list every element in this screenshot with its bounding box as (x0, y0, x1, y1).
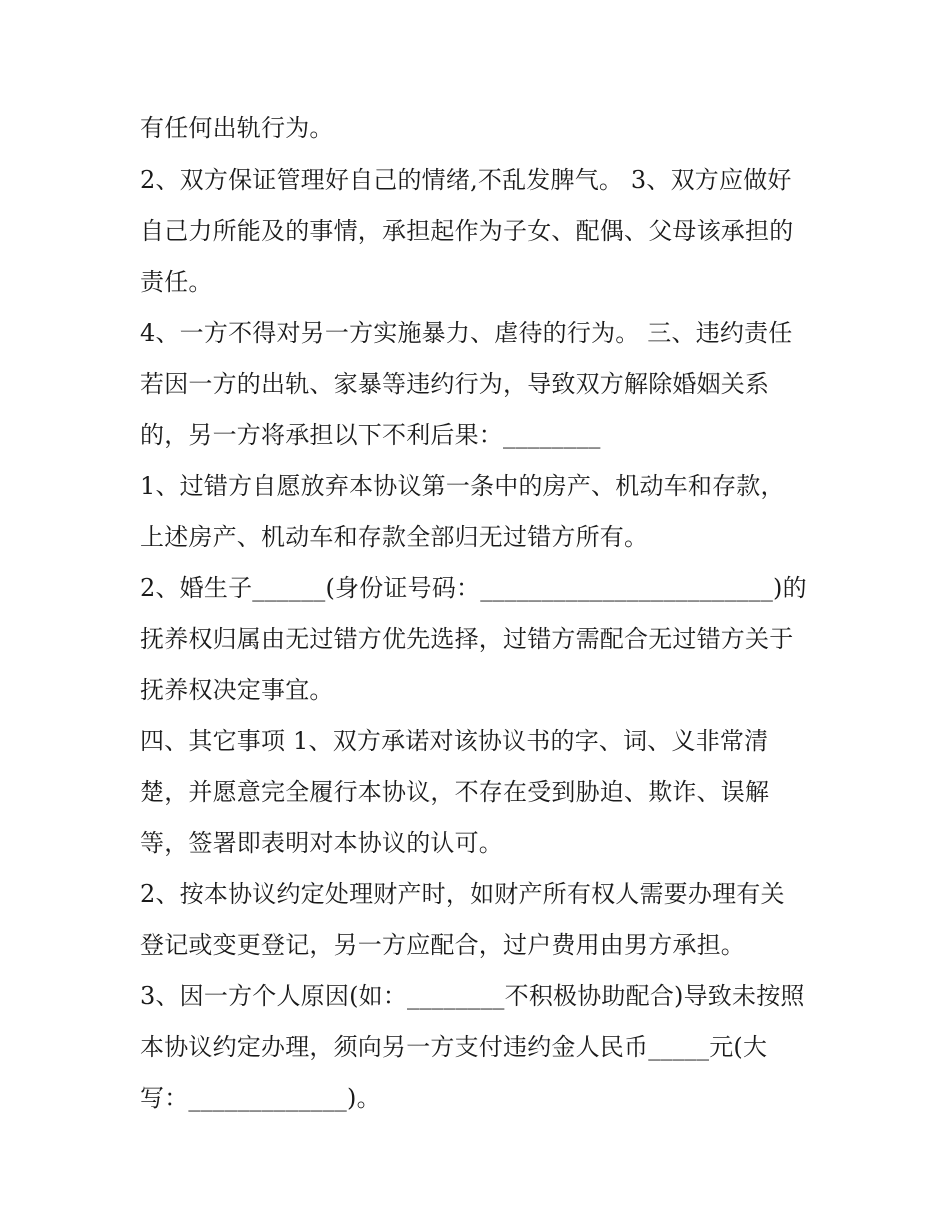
text-line: 4、一方不得对另一方实施暴力、虐待的行为。 三、违约责任 (140, 319, 793, 347)
text-line: 登记或变更登记，另一方应配合，过户费用由男方承担。 (140, 931, 745, 959)
text-line: 写：_____________)。 (140, 1084, 381, 1112)
text-line: 四、其它事项 1、双方承诺对该协议书的字、词、义非常清 (140, 727, 769, 755)
text-line: 自己力所能及的事情，承担起作为子女、配偶、父母该承担的 (140, 217, 794, 245)
text-line: 抚养权决定事宜。 (140, 676, 334, 704)
text-line: 2、双方保证管理好自己的情绪,不乱发脾气。 3、双方应做好 (140, 166, 792, 194)
text-line: 2、按本协议约定处理财产时，如财产所有权人需要办理有关 (140, 880, 785, 908)
text-line: 责任。 (140, 268, 213, 296)
text-line: 若因一方的出轨、家暴等违约行为，导致双方解除婚姻关系 (140, 370, 770, 398)
text-line: 上述房产、机动车和存款全部归无过错方所有。 (140, 523, 649, 551)
text-line: 抚养权归属由无过错方优先选择，过错方需配合无过错方关于 (140, 625, 794, 653)
text-line: 本协议约定办理，须向另一方支付违约金人民币_____元(大 (140, 1033, 768, 1061)
text-line: 等，签署即表明对本协议的认可。 (140, 829, 503, 857)
text-line: 2、婚生子______(身份证号码：________________________)的 (140, 574, 807, 602)
text-line: 3、因一方个人原因(如：________不积极协助配合)导致未按照 (140, 982, 805, 1010)
text-line: 1、过错方自愿放弃本协议第一条中的房产、机动车和存款， (140, 472, 785, 500)
text-line: 有任何出轨行为。 (140, 114, 334, 142)
text-line: 楚，并愿意完全履行本协议，不存在受到胁迫、欺诈、误解 (140, 778, 770, 806)
text-line: 的，另一方将承担以下不利后果：________ (140, 421, 601, 449)
